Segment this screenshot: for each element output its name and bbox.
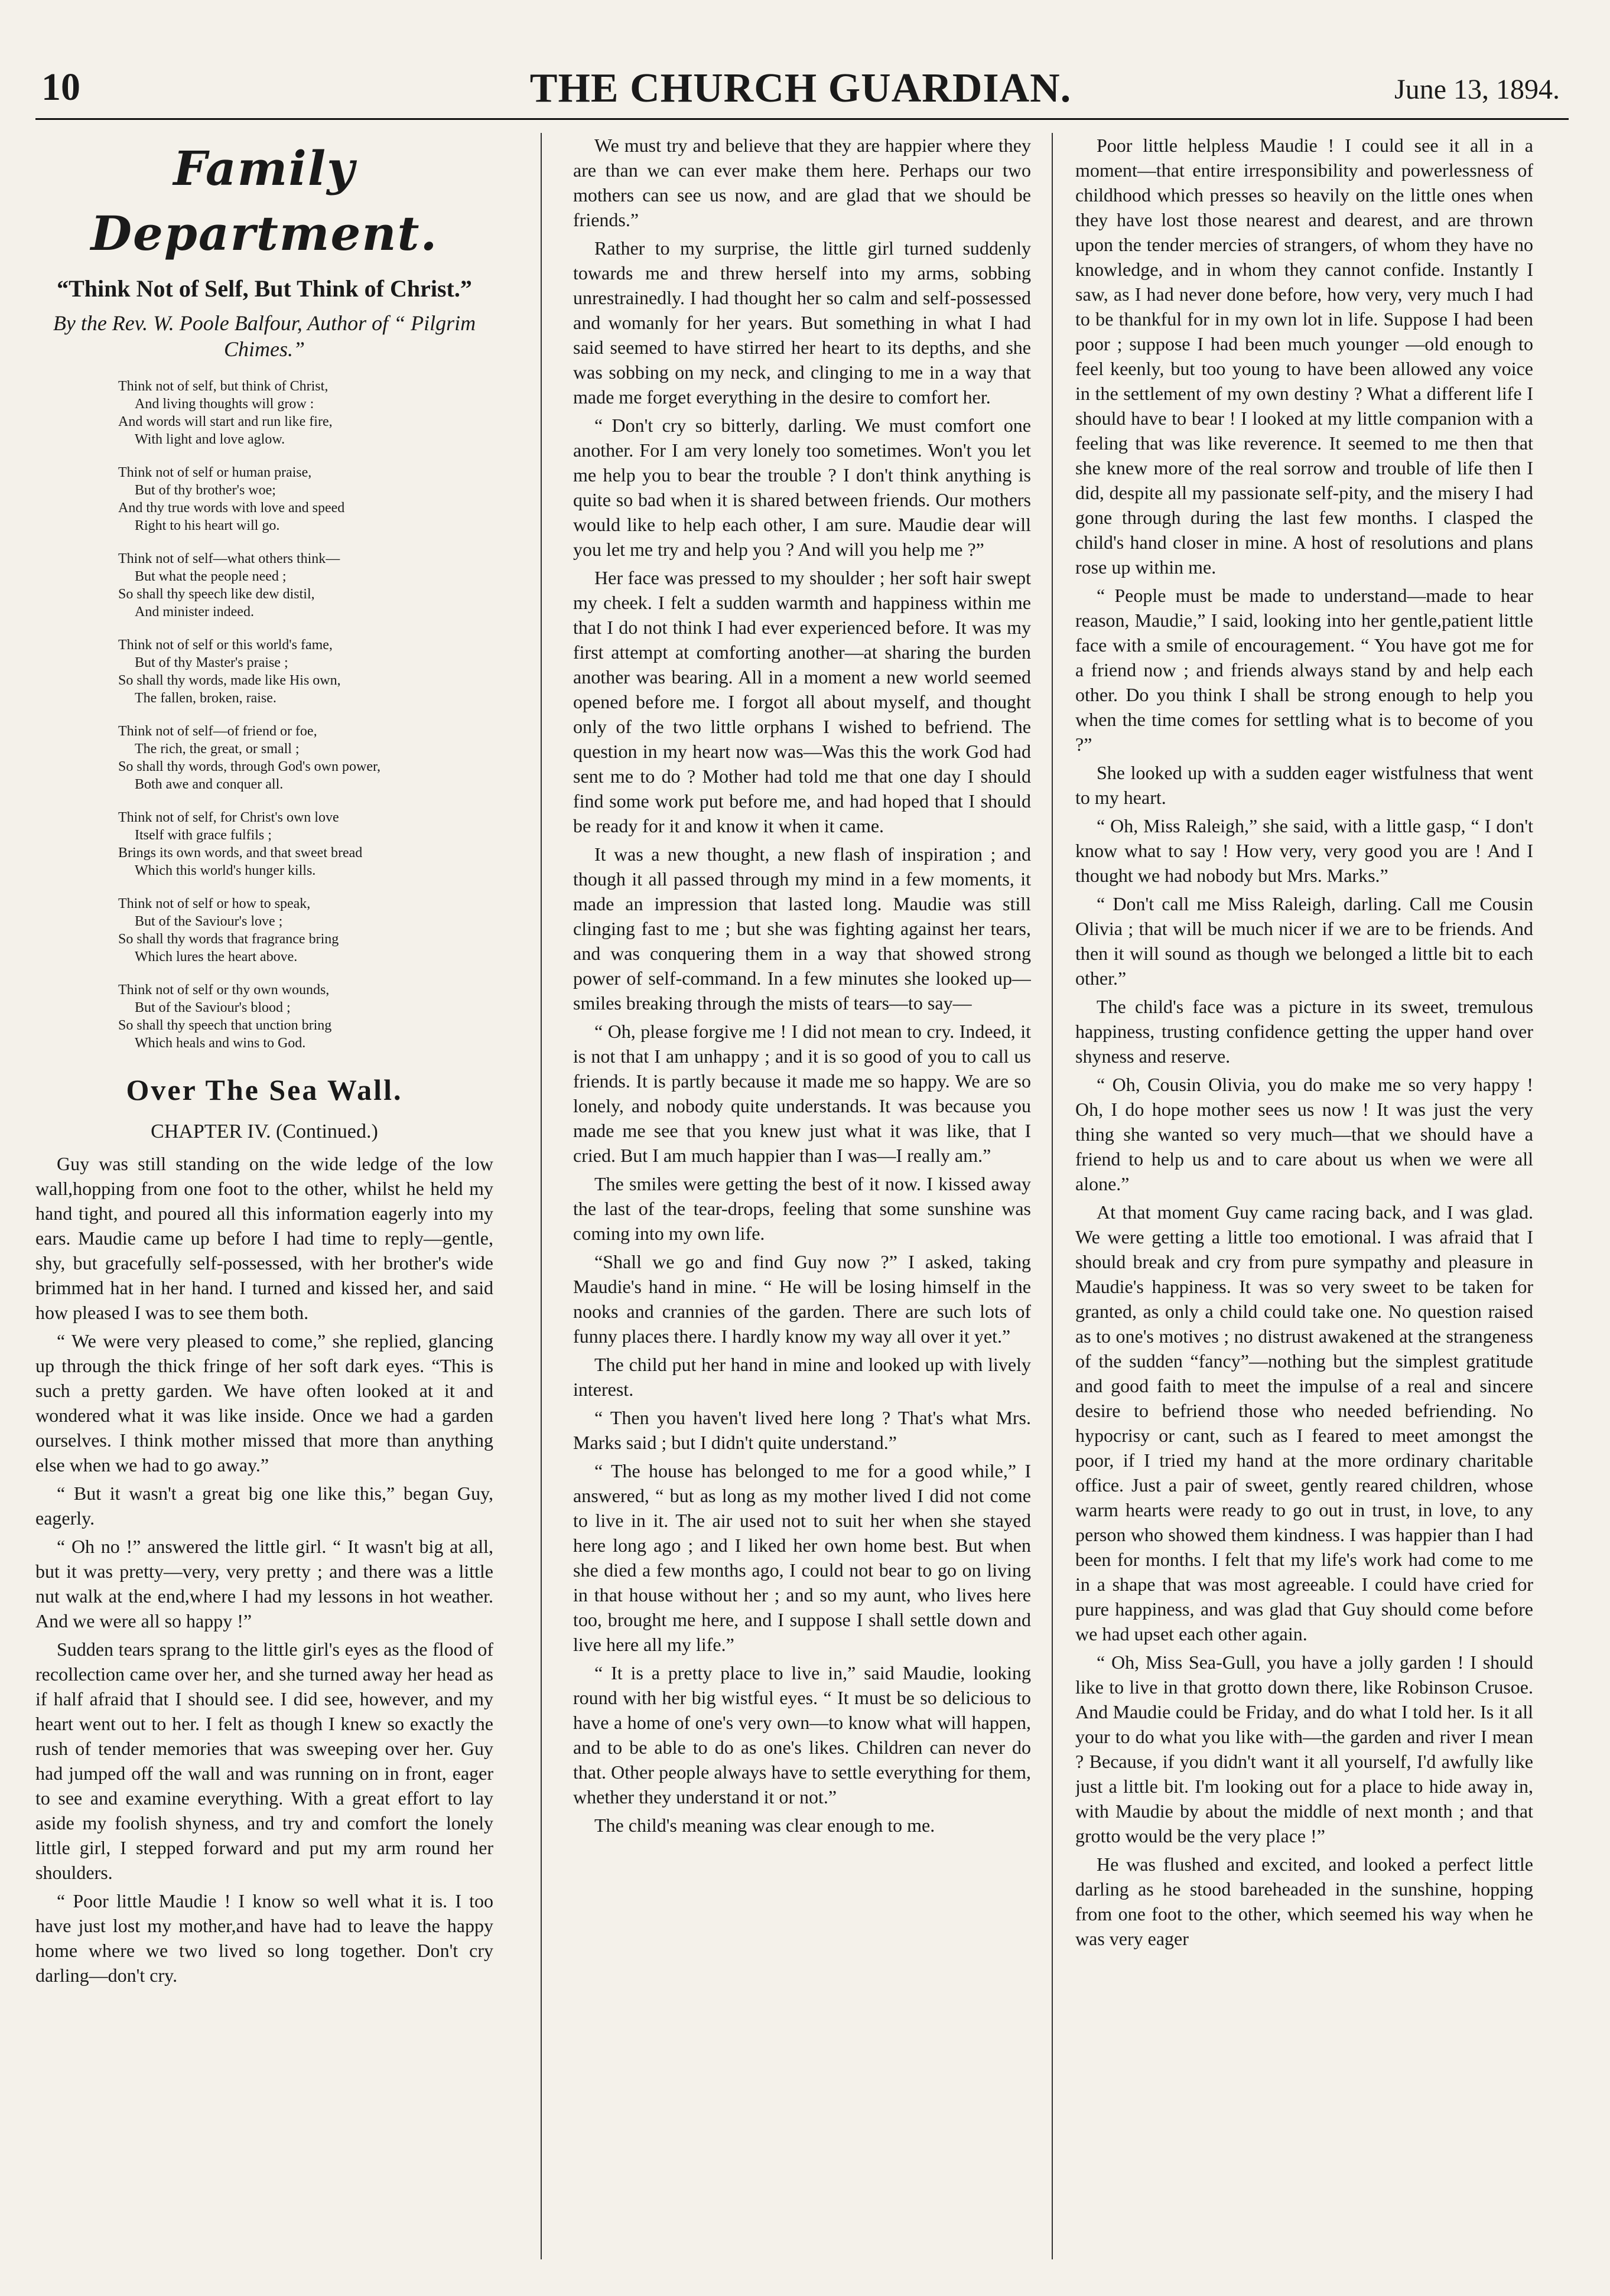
poem-line: So shall thy words that fragrance bring — [118, 932, 339, 947]
column-1 — [35, 133, 493, 2259]
paragraph: “Shall we go and find Guy now ?” I asked, taking Maudie's hand in mine. “ He will be losing himself in the nooks and crannies of the garden. There are such lots of funny places there. I hardly know my way all over it yet.” — [573, 1251, 1031, 1347]
paragraph: “ Poor little Maudie ! I know so well what it is. I too have just lost my mother,and have had to leave the happy home where we two lived so long together. Don't cry darling—don't cry. — [35, 1890, 493, 1986]
paragraph: He was flushed and excited, and looked a perfect little darling as he stood bareheaded in the sunshine, hopping from one foot to the other, which seemed his way when he was very eager — [1075, 1854, 1533, 1949]
poem-line: So shall thy speech that unction bring — [118, 1018, 332, 1033]
poem-line: So shall thy words, made like His own, — [118, 673, 341, 688]
poem-line: Think not of self—what others think— — [118, 551, 340, 566]
paragraph: Sudden tears sprang to the little girl's eyes as the flood of recollection came over her, and she turned away her head as if half afraid that I should see. I did see, however, and my heart went out to her. I felt as though I knew so exactly the rush of tender memories that was sweeping over her. Guy had jumped off the wall and was running on in front, eager to see and examine everything. With a great effort to lay aside my foolish shyness, and try and comfort the lonely little girl, I stepped forward and put my arm round her shoulders. — [35, 1639, 493, 1883]
poem-line: But of the Saviour's love ; — [135, 914, 283, 929]
paragraph: “ Don't cry so bitterly, darling. We must comfort one another. For I am very lonely too sometimes. Won't you let me help you to bear the trouble ? I don't think anything is quite so bad when it is shared between friends. Our mothers would like to help each other, I am sure. Maudie dear will you let me try and help you ? And will you help me ?” — [573, 415, 1031, 560]
story-text-column-1 — [35, 1151, 493, 1988]
poem-stanza — [118, 550, 493, 621]
poem-stanza — [118, 722, 493, 793]
poem-line: Think not of self, for Christ's own love — [118, 810, 339, 825]
poem-stanza — [118, 636, 493, 707]
poem-line: But what the people need ; — [135, 569, 287, 584]
column-divider — [1052, 133, 1053, 2259]
masthead: THE CHURCH GUARDIAN. — [529, 66, 1072, 111]
poem-line: Think not of self, but think of Christ, — [118, 379, 328, 394]
paragraph: “ People must be made to understand—made to hear reason, Maudie,” I said, looking into her gentle,patient little face with a smile of encouragement. “ You have got me for a friend now ; and friends always stand by and help each other. Do you think I shall be strong enough to help you when the time comes for settling what is to become of you ?” — [1075, 585, 1533, 755]
paragraph: “ We were very pleased to come,” she replied, glancing up through the thick fringe of her soft dark eyes. “This is such a pretty garden. We have often looked at it and wondered what it was like inside. Once we had a garden ourselves. I think mother missed that more than anything else when we had to go away.” — [35, 1330, 493, 1476]
paragraph: “ It is a pretty place to live in,” said Maudie, looking round with her big wistful eyes. “ It must be so delicious to have a home of one's very own—to know what will happen, and to be able to do as one's likes. Children can never do that. Other people always have to settle everything for them, whether they understand it or not.” — [573, 1662, 1031, 1808]
poem-line: Think not of self or how to speak, — [118, 896, 311, 911]
page-number: 10 — [41, 66, 80, 109]
paragraph: Rather to my surprise, the little girl turned suddenly towards me and threw herself into my arms, sobbing unrestrainedly. I had thought her so calm and self-possessed and womanly for her years. But something in what I had said seemed to have stirred her heart to its depths, and she was sobbing on my neck, and clinging to me in a way that made me forget everything in the desire to comfort her. — [573, 237, 1031, 408]
paragraph: “ Don't call me Miss Raleigh, darling. Call me Cousin Olivia ; that will be much nicer if we are to be friends. And then it will sound as though we belonged a little bit to each other.” — [1075, 893, 1533, 989]
department-heading: Family Department. — [90, 141, 438, 261]
chapter-heading: CHAPTER IV. (Continued.) — [151, 1121, 378, 1142]
poem-byline: By the Rev. W. Poole Balfour, Author of “ Pilgrim Chimes.” — [53, 311, 476, 361]
header-rule — [35, 118, 1569, 120]
paragraph: “ The house has belonged to me for a good while,” I answered, “ but as long as my mother lived I did not come to live in it. The air used not to suit her when she stayed here long ago ; and I liked her own home best. But when she died a few months ago, I could not bear to go on living in that house without her ; and so my aunt, who lives here too, brought me here, and I suppose I shall settle down and live here all my life.” — [573, 1460, 1031, 1655]
paragraph: We must try and believe that they are happier where they are than we can ever make them here. Perhaps our two mothers can see us now, and are glad that we should be friends.” — [573, 135, 1031, 230]
paragraph: “ Oh no !” answered the little girl. “ It wasn't big at all, but it was pretty—very, very pretty ; and there was a little nut walk at the end,where I had my lessons in hot weather. And we were all so happy !” — [35, 1536, 493, 1631]
paragraph: At that moment Guy came racing back, and I was glad. We were getting a little too emotional. I was afraid that I should break and cry from pure sympathy and pleasure in Maudie's happiness. It was so very sweet to be taken for granted, as only a child could take one. No question raised as to one's motives ; no distrust awakened at the strangeness of the sudden “fancy”—nothing but the simplest gratitude and good faith to meet the impulse of a real and sincere desire to befriend those who needed befriending. No hypocrisy or cant, such as I feared to meet amongst the poor, if I tried my hand at the more ordinary charitable office. Just a pair of sweet, gently reared children, whose warm hearts were ready to go out in trust, in love, to any person who showed them kindness. I was happier than I had been for months. I felt that my life's work had come to me in a shape that was most agreeable. I could have cried for pure happiness, and was glad that Guy should come before we had upset each other again. — [1075, 1201, 1533, 1644]
poem-line: And living thoughts will grow : — [135, 396, 314, 412]
poem-body — [35, 377, 493, 1052]
poem-line: So shall thy speech like dew distil, — [118, 587, 315, 602]
poem-line: Right to his heart will go. — [135, 518, 280, 533]
story-title: Over The Sea Wall. — [126, 1073, 403, 1106]
paragraph: “ Oh, please forgive me ! I did not mean to cry. Indeed, it is not that I am unhappy ; and it is so good of you to call us friends. It is partly because it made me so happy. We are so lonely, and nobody quite understands. It was because you made me see that you knew just what it was like, that I cried. But I am much happier than I was—I really am.” — [573, 1021, 1031, 1166]
poem-line: Brings its own words, and that sweet bread — [118, 845, 363, 861]
paragraph: “ Then you haven't lived here long ? That's what Mrs. Marks said ; but I didn't quite understand.” — [573, 1407, 1031, 1453]
issue-date: June 13, 1894. — [1394, 74, 1560, 105]
paragraph: Her face was pressed to my shoulder ; her soft hair swept my cheek. I felt a sudden warmth and happiness within me that I do not think I had ever experienced before. It was my first attempt at comforting another—at sharing the burden another was bearing. All in a moment a new world seemed opened before me. I forgot all about myself, and thought only of the two little orphans I wished to befriend. The question in my heart now was—Was this the work God had sent me to do ? Mother had told me that one day I should find some work put before me, and had hoped that I should be ready for it and know it when it came. — [573, 567, 1031, 836]
paragraph: “ But it wasn't a great big one like this,” began Guy, eagerly. — [35, 1483, 493, 1529]
poem-line: But of thy brother's woe; — [135, 483, 276, 498]
poem-stanza — [118, 464, 493, 535]
story-text-column-2 — [573, 133, 1031, 1838]
paragraph: It was a new thought, a new flash of inspiration ; and though it all passed through my mind in a few moments, it made an impression that lasted long. Maudie was still clinging fast to me ; but she was fighting against her tears, and was conquering them in a way that showed strong power of self-command. In a few minutes she looked up—smiles breaking through the mists of tears—to say— — [573, 844, 1031, 1014]
poem-line: But of the Saviour's blood ; — [135, 1000, 291, 1015]
paragraph: “ Oh, Miss Sea-Gull, you have a jolly garden ! I should like to live in that grotto down there, like Robinson Crusoe. And Maudie could be Friday, and do what I told her. Is it all your to do what you like with—the garden and river I mean ? Because, if you didn't want it all yourself, I'd awfully like just a little bit. I'm looking out for a place to hide away in, with Maudie by about the middle of next month ; and that grotto would be the very place !” — [1075, 1652, 1533, 1846]
poem-line: Which heals and wins to God. — [135, 1035, 306, 1051]
poem-line: With light and love aglow. — [135, 432, 285, 447]
poem-stanza — [118, 809, 493, 880]
poem-line: Both awe and conquer all. — [135, 777, 284, 792]
paragraph: Guy was still standing on the wide ledge of the low wall,hopping from one foot to the other, whilst he held my hand tight, and poured all this information eagerly into my ears. Maudie came up before I had time to reply—gentle, shy, but gracefully self-possessed, with her brother's wide brimmed hat in her hand. I turned and kissed her, and said how pleased I was to see them both. — [35, 1153, 493, 1323]
poem-line: Which this world's hunger kills. — [135, 863, 316, 878]
paragraph: The child's meaning was clear enough to me. — [594, 1815, 935, 1836]
column-2 — [573, 133, 1031, 2259]
column-divider — [541, 133, 542, 2259]
poem-line: Think not of self—of friend or foe, — [118, 724, 317, 739]
poem-line: The fallen, broken, raise. — [135, 691, 277, 706]
poem-line: Itself with grace fulfils ; — [135, 828, 272, 843]
paragraph: The smiles were getting the best of it now. I kissed away the last of the tear-drops, feeling that some sunshine was coming into my own life. — [573, 1173, 1031, 1244]
paragraph: “ Oh, Miss Raleigh,” she said, with a little gasp, “ I don't know what to say ! How very, very good you are ! And I thought we had nobody but Mrs. Marks.” — [1075, 815, 1533, 886]
paragraph: “ Oh, Cousin Olivia, you do make me so very happy ! Oh, I do hope mother sees us now ! It was just the very thing she wanted so very much—that we should have a friend to help us and to care about us when we were all alone.” — [1075, 1074, 1533, 1194]
page-header — [41, 65, 1560, 124]
paragraph: The child put her hand in mine and looked up with lively interest. — [573, 1354, 1031, 1400]
poem-line: The rich, the great, or small ; — [135, 741, 300, 757]
poem-stanza — [118, 377, 493, 448]
poem-line: So shall thy words, through God's own power, — [118, 759, 381, 774]
poem-line: But of thy Master's praise ; — [135, 655, 288, 670]
story-text-column-3 — [1075, 133, 1533, 1951]
poem-line: Think not of self or human praise, — [118, 465, 312, 480]
paragraph: She looked up with a sudden eager wistfulness that went to my heart. — [1075, 762, 1533, 808]
poem-line: And thy true words with love and speed — [118, 500, 345, 516]
poem-line: And minister indeed. — [135, 604, 254, 620]
paragraph: The child's face was a picture in its sweet, tremulous happiness, trusting confidence getting the upper hand over shyness and reserve. — [1075, 996, 1533, 1067]
poem-line: And words will start and run like fire, — [118, 414, 333, 429]
poem-stanza — [118, 895, 493, 966]
poem-title: “Think Not of Self, But Think of Christ.” — [57, 275, 472, 302]
poem-line: Which lures the heart above. — [135, 949, 298, 965]
poem-line: Think not of self or thy own wounds, — [118, 982, 330, 998]
poem-line: Think not of self or this world's fame, — [118, 637, 333, 653]
poem-stanza — [118, 981, 493, 1052]
paragraph: Poor little helpless Maudie ! I could see it all in a moment—that entire irresponsibility and powerlessness of childhood which presses so heavily on the little ones when they have lost those nearest and dearest, and are thrown upon the tender mercies of strangers, of whom they have no knowledge, and in whom they cannot confide. Instantly I saw, as I had never done before, how very, very much I had to be thankful for in my own lot in life. Suppose I had been poor ; suppose I had been much younger —old enough to feel keenly, but too young to have been allowed any voice in the settlement of my own destiny ? What a different life I should have to bear ! I looked at my little companion with a feeling that was like reverence. It seemed to me then that she knew more of the real sorrow and trouble of life then I did, despite all my passionate self-pity, and the misery I had gone through during the last few months. I clasped the child's hand closer in mine. A host of resolutions and plans rose up within me. — [1075, 135, 1533, 578]
column-3 — [1075, 133, 1533, 2259]
